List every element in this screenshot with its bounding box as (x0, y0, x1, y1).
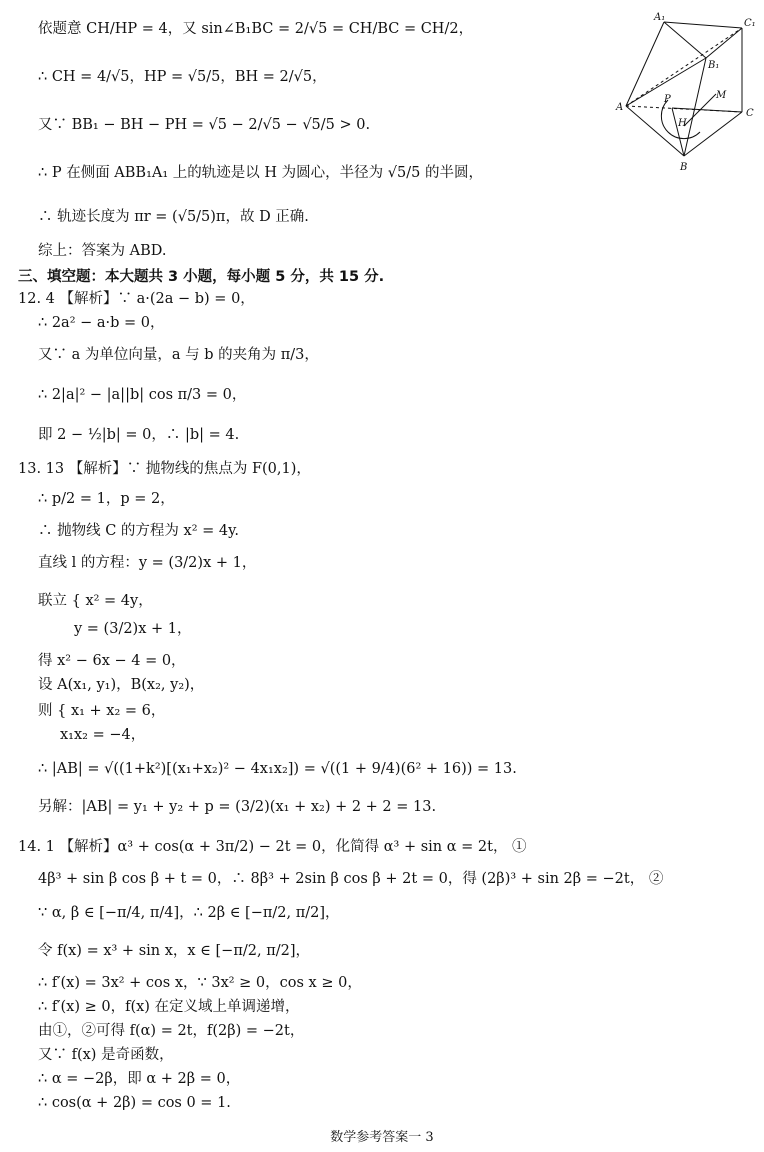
q14-line: ∴ f′(x) ≥ 0，f(x) 在定义域上单调递增， (38, 999, 300, 1015)
q14-line: ∴ α = −2β，即 α + 2β = 0， (38, 1071, 241, 1087)
q14-line: ∴ f′(x) = 3x² + cos x，∵ 3x² ≥ 0，cos x ≥ 0， (38, 975, 362, 991)
label-p: P (664, 94, 671, 105)
q13-system: 则 { x₁ + x₂ = 6， (38, 703, 166, 719)
q12-line: ∴ 2a² − a·b = 0， (38, 315, 165, 331)
label-b: B (680, 162, 688, 173)
solution-line: 又∵ BB₁ − BH − PH = √5 − 2/√5 − √5/5 > 0. (38, 117, 371, 133)
q13-line: ∴ p/2 = 1，p = 2， (38, 491, 175, 507)
prism-figure (612, 8, 762, 178)
edge-a1a (626, 22, 664, 106)
q13-system: y = (3/2)x + 1， (74, 621, 192, 637)
q13-line: 设 A(x₁, y₁)，B(x₂, y₂)， (38, 677, 205, 693)
q14-line: 令 f(x) = x³ + sin x，x ∈ [−π/2, π/2]， (38, 943, 310, 959)
q12-line: 即 2 − ½|b| = 0，∴ |b| = 4. (38, 427, 240, 443)
q12-header: 12. 4 【解析】∵ a·(2a − b) = 0， (18, 291, 255, 307)
solution-line: 综上：答案为 ABD. (38, 243, 167, 259)
q13-line: ∴ |AB| = √((1+k²)[(x₁+x₂)² − 4x₁x₂]) = √((1 + 9/4)(6² + 16)) = 13. (38, 761, 517, 777)
edge-ab (626, 106, 684, 156)
page-footer: 数学参考答案一 3 (330, 1130, 434, 1145)
q13-line: ∴ 抛物线 C 的方程为 x² = 4y. (38, 523, 239, 539)
q13-system: x₁x₂ = −4， (60, 727, 146, 743)
q14-line: ∵ α, β ∈ [−π/4, π/4]，∴ 2β ∈ [−π/2, π/2]， (38, 905, 340, 921)
q13-header: 13. 13 【解析】∵ 抛物线的焦点为 F(0,1)， (18, 461, 311, 477)
solution-line: ∴ CH = 4/√5，HP = √5/5，BH = 2/√5， (38, 69, 327, 85)
label-a: A (616, 102, 624, 113)
label-c: C (746, 108, 754, 119)
q14-line: 又∵ f(x) 是奇函数， (38, 1047, 174, 1063)
q14-line: 由①，②可得 f(α) = 2t，f(2β) = −2t， (38, 1023, 305, 1039)
seg-pc (672, 108, 742, 112)
solution-line: 依题意 CH/HP = 4，又 sin∠B₁BC = 2/√5 = CH/BC = CH/2， (38, 21, 474, 37)
section-heading: 三、填空题：本大题共 3 小题，每小题 5 分，共 15 分. (18, 269, 385, 285)
q13-line: 得 x² − 6x − 4 = 0， (38, 653, 186, 669)
seg-pb (672, 108, 684, 156)
label-a1: A₁ (654, 12, 666, 23)
q13-system: 联立 { x² = 4y， (38, 593, 153, 609)
q14-line: ∴ cos(α + 2β) = cos 0 = 1. (38, 1095, 231, 1111)
solution-line: ∴ P 在侧面 ABB₁A₁ 上的轨迹是以 H 为圆心，半径为 √5/5 的半圆， (38, 165, 483, 181)
edge-a1c1 (664, 22, 742, 28)
q14-header: 14. 1 【解析】α³ + cos(α + 3π/2) − 2t = 0，化简得 α³ + sin α = 2t， ① (18, 839, 527, 855)
q14-line: 4β³ + sin β cos β + t = 0，∴ 8β³ + 2sin β cos β + 2t = 0，得 (2β)³ + sin 2β = −2t， ② (38, 871, 664, 887)
solution-line: ∴ 轨迹长度为 πr = (√5/5)π，故 D 正确. (38, 209, 309, 225)
label-b1: B₁ (708, 60, 720, 71)
label-h: H (678, 118, 687, 129)
q12-line: ∴ 2|a|² − |a||b| cos π/3 = 0， (38, 387, 247, 403)
label-m: M (716, 90, 727, 101)
q12-line: 又∵ a 为单位向量，a 与 b 的夹角为 π/3， (38, 347, 319, 363)
q13-line: 另解：|AB| = y₁ + y₂ + p = (3/2)(x₁ + x₂) + 2 + 2 = 13. (38, 799, 437, 815)
edge-b1c1 (706, 28, 742, 58)
edge-a1b1 (664, 22, 706, 58)
label-c1: C₁ (744, 18, 756, 29)
q13-line: 直线 l 的方程：y = (3/2)x + 1， (38, 555, 257, 571)
